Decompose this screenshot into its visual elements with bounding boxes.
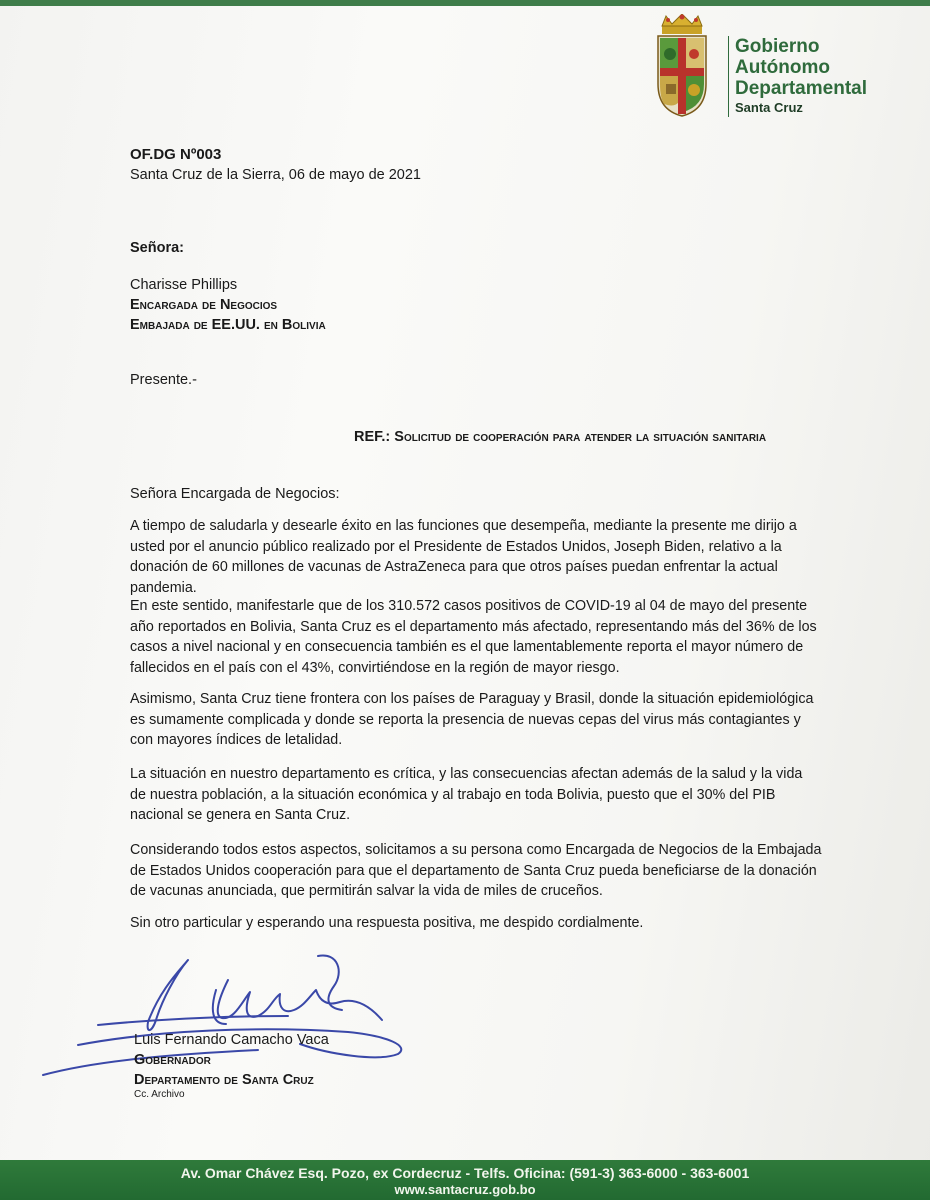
handwritten-signature — [38, 950, 408, 1080]
recipient-name: Charisse Phillips — [130, 277, 238, 293]
body-paragraph-2: En este sentido, manifestarle que de los 310.572 casos positivos de COVID-19 al 04 de mayo del presente año reportados en Bolivia, Santa Cruz es el departamento más afectado, representando más del 36% de los casos a nivel nacional y en consecuencia también es el que lamentablemente reporta el mayor número de fallecidos en el país con el 43%, convirtiéndose en la región de mayor riesgo. — [130, 598, 817, 676]
body-paragraph-6: Sin otro particular y esperando una respuesta positiva, me despido cordialmente. — [130, 915, 644, 931]
footer-website: www.santacruz.gob.bo — [394, 1182, 536, 1197]
footer-address: Av. Omar Chávez Esq. Pozo, ex Cordecruz - Telfs. Oficina: (591-3) 363-6000 - 363-6001 — [180, 1165, 750, 1181]
signatory-department: Departamento de Santa Cruz — [134, 1072, 314, 1088]
subject-text: Solicitud de cooperación para atender la situación sanitaria — [394, 429, 767, 445]
coat-of-arms-icon — [650, 14, 714, 118]
org-name-line-2: Autónomo — [735, 57, 830, 78]
greeting: Señora Encargada de Negocios: — [130, 486, 340, 502]
signatory-name: Luis Fernando Camacho Vaca — [134, 1032, 329, 1048]
salutation: Señora: — [130, 240, 184, 256]
recipient-title: Encargada de Negocios — [130, 297, 278, 313]
subject-label: REF.: — [354, 429, 391, 445]
presente-line: Presente.- — [130, 372, 197, 388]
body-paragraph-5: Considerando todos estos aspectos, solicitamos a su persona como Encargada de Negocios de la Embajada de Estados Unidos cooperación para que el departamento de Santa Cruz pueda beneficiarse de la donación de vacunas anunciada, que permitirán salvar la vida de miles de cruceños. — [130, 842, 822, 899]
org-name-line-1: Gobierno — [735, 36, 820, 57]
document-number: OF.DG Nº003 — [130, 146, 222, 163]
top-green-strip — [0, 0, 930, 6]
footer-bar — [0, 1160, 930, 1200]
carbon-copy-note: Cc. Archivo — [134, 1089, 185, 1100]
body-paragraph-4: La situación en nuestro departamento es crítica, y las consecuencias afectan además de la salud y la vida de nuestra población, a la situación económica y al trabajo en toda Bolivia, puesto que el 30% del PIB nacional se genera en Santa Cruz. — [130, 766, 803, 823]
org-name-line-3: Departamental — [735, 78, 867, 99]
recipient-institution: Embajada de EE.UU. en Bolivia — [130, 317, 326, 333]
place-and-date: Santa Cruz de la Sierra, 06 de mayo de 2021 — [130, 167, 421, 183]
letterhead — [650, 14, 920, 126]
body-paragraph-3: Asimismo, Santa Cruz tiene frontera con los países de Paraguay y Brasil, donde la situación epidemiológica es sumamente complicada y donde se reporta la presencia de nuevas cepas del virus más contagiantes y con mayores índices de letalidad. — [130, 691, 814, 748]
subject-line — [354, 427, 766, 447]
org-name-line-4: Santa Cruz — [735, 100, 803, 115]
body-paragraph-1: A tiempo de saludarla y desearle éxito en las funciones que desempeña, mediante la presente me dirijo a usted por el anuncio público realizado por el Presidente de Estados Unidos, Joseph Biden, relativo a la donación de 60 millones de vacunas de AstraZeneca para que otros países puedan enfrentar la actual pandemia. — [130, 518, 797, 596]
organization-name — [728, 36, 925, 117]
signatory-position: Gobernador — [134, 1052, 211, 1068]
